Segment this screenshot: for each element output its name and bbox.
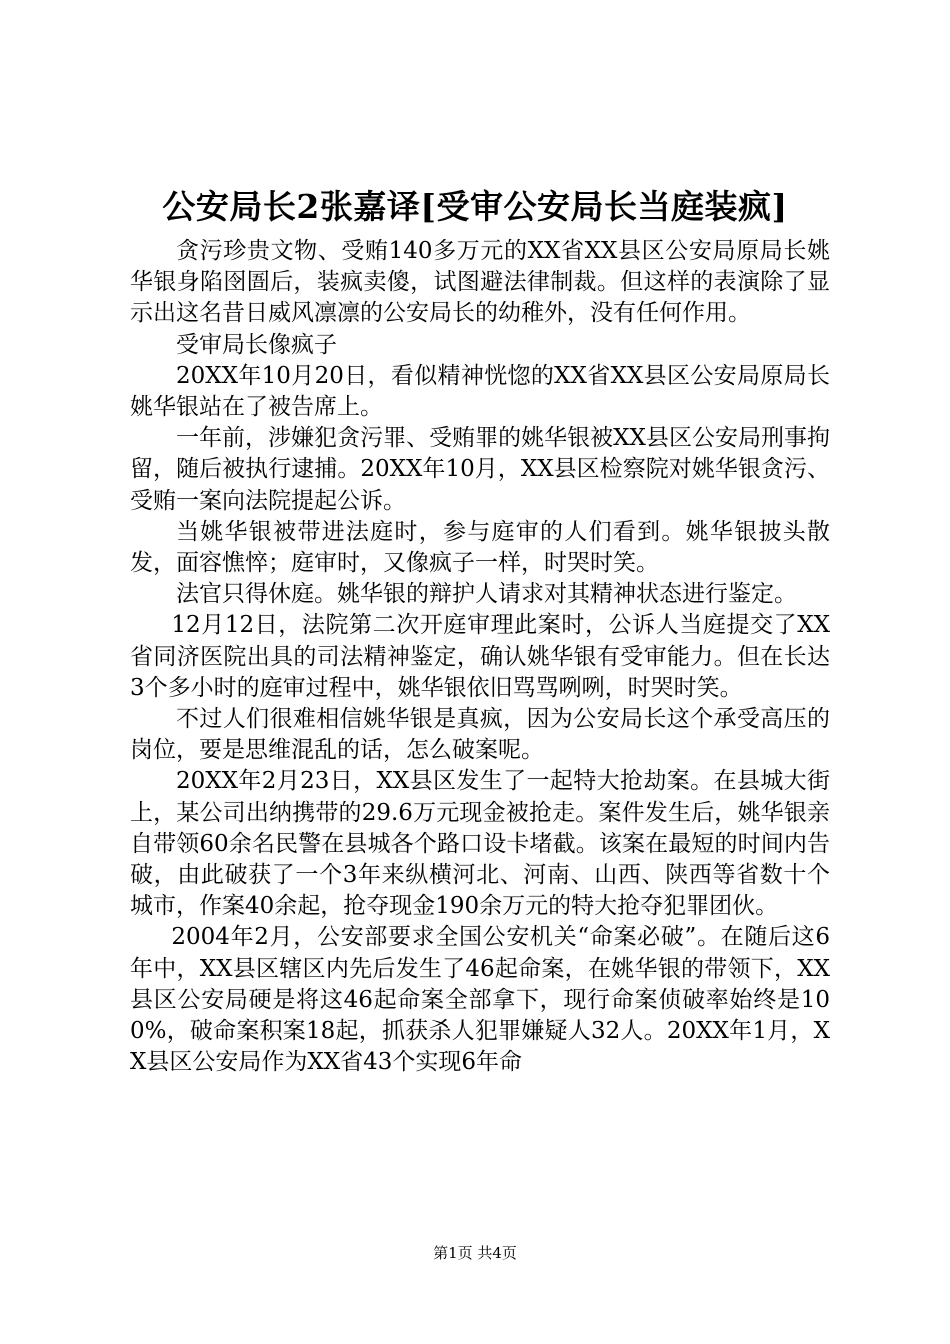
section-heading: 受审局长像疯子 (176, 331, 337, 358)
document-title: 公安局长2张嘉译[受审公安局长当庭装疯] (162, 187, 788, 226)
paragraph-robbery-case: 20XX年2月23日，XX县区发生了一起特大抢劫案。在县城大街上，某公司出纳携带的29.6万元现金被抢走。案件发生后，姚华银亲自带领60余名民警在县城各个路口设卡堵截。该案在最短的时间内告破，由此破获了一个3年来纵横河北、河南、山西、陕西等省数十个城市，作案40余起，抢夺现金190余万元的特大抢夺犯罪团伙。 (130, 768, 830, 920)
paragraph-adjournment: 法官只得休庭。姚华银的辩护人请求对其精神状态进行鉴定。 (176, 581, 797, 608)
paragraph-courtroom: 当姚华银被带进法庭时，参与庭审的人们看到。姚华银披头散发，面容憔悴；庭审时，又像疯子一样，时哭时笑。 (130, 518, 830, 577)
paragraph-detention: 一年前，涉嫌犯贪污罪、受贿罪的姚华银被XX县区公安局刑事拘留，随后被执行逮捕。20XX年10月，XX县区检察院对姚华银贪污、受贿一案向法院提起公诉。 (130, 425, 830, 514)
page-footer: 第1页 共4页 (433, 1244, 517, 1262)
paragraph-trial-date: 20XX年10月20日，看似精神恍惚的XX省XX县区公安局原局长姚华银站在了被告席上。 (130, 362, 830, 421)
paragraph-second-trial: 12月12日，法院第二次开庭审理此案时，公诉人当庭提交了XX省同济医院出具的司法精神鉴定，确认姚华银有受审能力。但在长达3个多小时的庭审过程中，姚华银依旧骂骂咧咧，时哭时笑。 (130, 612, 830, 701)
paragraph-homicide-cases: 2004年2月，公安部要求全国公安机关“命案必破”。在随后这6年中，XX县区辖区内先后发生了46起命案，在姚华银的带领下，XX县区公安局硬是将这46起命案全部拿下，现行命案侦破率始终是100%，破命案积案18起，抓获杀人犯罪嫌疑人32人。20XX年1月，XX县区公安局作为XX省43个实现6年命 (130, 924, 830, 1076)
paragraph-doubt: 不过人们很难相信姚华银是真疯，因为公安局长这个承受高压的岗位，要是思维混乱的话，怎么破案呢。 (130, 706, 830, 764)
document-body (130, 236, 830, 1078)
paragraph-intro: 贪污珍贵文物、受贿140多万元的XX省XX县区公安局原局长姚华银身陷囹圄后，装疯卖傻，试图避法律制裁。但这样的表演除了显示出这名昔日威风凛凛的公安局长的幼稚外，没有任何作用。 (130, 238, 830, 327)
